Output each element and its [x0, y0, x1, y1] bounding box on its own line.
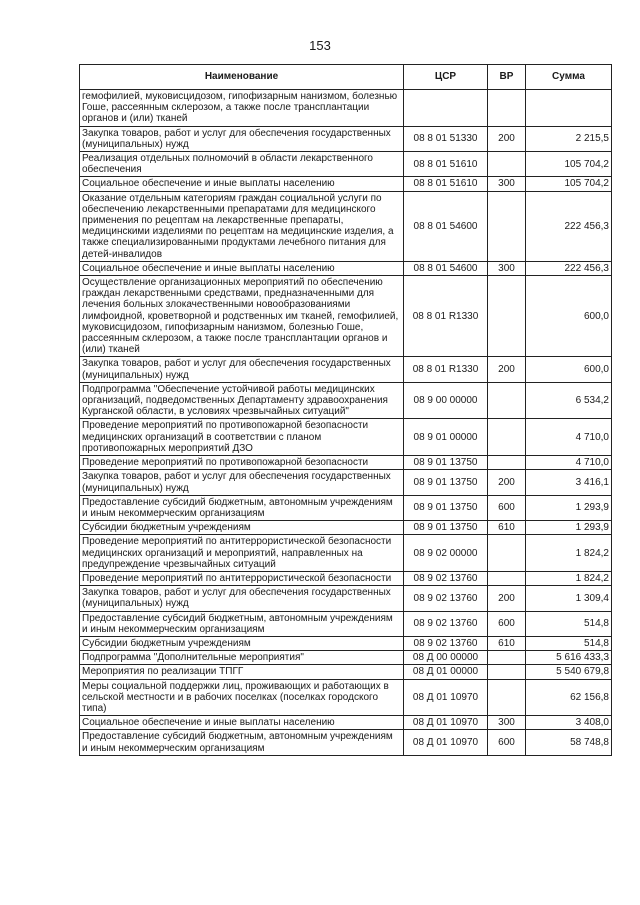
table-row	[80, 716, 612, 730]
cell-csr: 08 Д 01 00000	[404, 665, 488, 679]
table-row	[80, 382, 612, 419]
cell-sum: 2 215,5	[526, 126, 612, 151]
cell-sum: 514,8	[526, 611, 612, 636]
cell-csr: 08 9 01 13750	[404, 521, 488, 535]
cell-csr: 08 9 02 13760	[404, 636, 488, 650]
cell-sum: 1 309,4	[526, 586, 612, 611]
cell-sum: 1 293,9	[526, 495, 612, 520]
cell-csr: 08 9 01 00000	[404, 419, 488, 456]
cell-name: Закупка товаров, работ и услуг для обеспечения государственных (муниципальных) нужд	[80, 470, 404, 495]
cell-sum: 4 710,0	[526, 456, 612, 470]
cell-vr	[488, 276, 526, 357]
table-row	[80, 521, 612, 535]
cell-sum: 3 408,0	[526, 716, 612, 730]
cell-sum: 1 824,2	[526, 571, 612, 585]
cell-vr	[488, 456, 526, 470]
cell-name: Проведение мероприятий по антитеррористической безопасности медицинских организаций и мероприятий, направленных на предупреждение чрезвычайных ситуаций	[80, 535, 404, 572]
cell-name: Реализация отдельных полномочий в области лекарственного обеспечения	[80, 152, 404, 177]
cell-name: Мероприятия по реализации ТПГГ	[80, 665, 404, 679]
cell-csr	[404, 90, 488, 127]
table-row	[80, 191, 612, 261]
cell-name: Подпрограмма "Обеспечение устойчивой работы медицинских организаций, подведомственных Департаменту здравоохранения Курганской области, в условиях чрезвычайных ситуаций"	[80, 382, 404, 419]
cell-sum: 1 824,2	[526, 535, 612, 572]
cell-sum: 222 456,3	[526, 191, 612, 261]
cell-csr: 08 9 02 13760	[404, 611, 488, 636]
table-row	[80, 730, 612, 755]
cell-vr: 610	[488, 521, 526, 535]
cell-vr: 600	[488, 495, 526, 520]
cell-name: Предоставление субсидий бюджетным, автономным учреждениям и иным некоммерческим организациям	[80, 611, 404, 636]
cell-vr: 600	[488, 730, 526, 755]
cell-vr: 200	[488, 586, 526, 611]
cell-name: Подпрограмма "Дополнительные мероприятия"	[80, 651, 404, 665]
table-row	[80, 535, 612, 572]
cell-csr: 08 Д 00 00000	[404, 651, 488, 665]
header-vr: ВР	[488, 65, 526, 90]
cell-vr	[488, 571, 526, 585]
cell-name: Осуществление организационных мероприятий по обеспечению граждан лекарственными средствами, предназначенными для лечения больных злокачественными новообразованиями лимфоидной, кроветворной и родственных им тканей, гемофилией, муковисцидозом, гипофизарным нанизмом, болезнью Гоше, рассеянным склерозом, а также после трансплантации органов и (или) тканей	[80, 276, 404, 357]
table-row	[80, 276, 612, 357]
cell-name: Предоставление субсидий бюджетным, автономным учреждениям и иным некоммерческим организациям	[80, 730, 404, 755]
cell-name: Проведение мероприятий по противопожарной безопасности	[80, 456, 404, 470]
cell-name: Проведение мероприятий по противопожарной безопасности медицинских организаций в соответствии с планом противопожарных мероприятий ДЗО	[80, 419, 404, 456]
table-row	[80, 470, 612, 495]
cell-csr: 08 9 02 13760	[404, 571, 488, 585]
table-row	[80, 456, 612, 470]
cell-name: Закупка товаров, работ и услуг для обеспечения государственных (муниципальных) нужд	[80, 586, 404, 611]
cell-vr: 300	[488, 261, 526, 275]
cell-vr	[488, 191, 526, 261]
table-row	[80, 261, 612, 275]
cell-name: Предоставление субсидий бюджетным, автономным учреждениям и иным некоммерческим организациям	[80, 495, 404, 520]
cell-name: Социальное обеспечение и иные выплаты населению	[80, 716, 404, 730]
table-row	[80, 586, 612, 611]
cell-csr: 08 Д 01 10970	[404, 679, 488, 716]
cell-name: Меры социальной поддержки лиц, проживающих и работающих в сельской местности и в рабочих поселках (поселках городского типа)	[80, 679, 404, 716]
cell-vr: 610	[488, 636, 526, 650]
cell-csr: 08 9 02 13760	[404, 586, 488, 611]
cell-sum: 4 710,0	[526, 419, 612, 456]
cell-sum	[526, 90, 612, 127]
header-sum: Сумма	[526, 65, 612, 90]
cell-name: Социальное обеспечение и иные выплаты населению	[80, 177, 404, 191]
cell-name: Социальное обеспечение и иные выплаты населению	[80, 261, 404, 275]
cell-csr: 08 9 01 13750	[404, 470, 488, 495]
header-csr: ЦСР	[404, 65, 488, 90]
cell-name: Оказание отдельным категориям граждан социальной услуги по обеспечению лекарственными препаратами для медицинского применения по рецептам на лекарственные препараты, медицинскими изделиями по рецептам на медицинские изделия, а также специализированными продуктами лечебного питания для детей-инвалидов	[80, 191, 404, 261]
cell-sum: 222 456,3	[526, 261, 612, 275]
cell-name: гемофилией, муковисцидозом, гипофизарным нанизмом, болезнью Гоше, рассеянным склерозом, а также после трансплантации органов и (или) тканей	[80, 90, 404, 127]
cell-csr: 08 8 01 51330	[404, 126, 488, 151]
cell-vr: 300	[488, 716, 526, 730]
cell-sum: 105 704,2	[526, 177, 612, 191]
cell-vr: 600	[488, 611, 526, 636]
table-row	[80, 651, 612, 665]
cell-csr: 08 8 01 54600	[404, 261, 488, 275]
table-row	[80, 665, 612, 679]
table-body	[80, 90, 612, 756]
cell-sum: 58 748,8	[526, 730, 612, 755]
table-row	[80, 571, 612, 585]
cell-vr	[488, 665, 526, 679]
cell-sum: 600,0	[526, 276, 612, 357]
cell-csr: 08 8 01 54600	[404, 191, 488, 261]
cell-name: Субсидии бюджетным учреждениям	[80, 636, 404, 650]
cell-vr: 200	[488, 470, 526, 495]
cell-csr: 08 9 02 00000	[404, 535, 488, 572]
cell-sum: 1 293,9	[526, 521, 612, 535]
cell-name: Закупка товаров, работ и услуг для обеспечения государственных (муниципальных) нужд	[80, 357, 404, 382]
table-row	[80, 679, 612, 716]
cell-vr: 200	[488, 357, 526, 382]
header-name: Наименование	[80, 65, 404, 90]
cell-csr: 08 9 01 13750	[404, 456, 488, 470]
cell-sum: 5 616 433,3	[526, 651, 612, 665]
cell-sum: 600,0	[526, 357, 612, 382]
table-row	[80, 357, 612, 382]
cell-csr: 08 8 01 R1330	[404, 276, 488, 357]
cell-sum: 6 534,2	[526, 382, 612, 419]
table-row	[80, 152, 612, 177]
table-row	[80, 126, 612, 151]
cell-csr: 08 8 01 R1330	[404, 357, 488, 382]
cell-sum: 105 704,2	[526, 152, 612, 177]
cell-csr: 08 8 01 51610	[404, 152, 488, 177]
cell-vr	[488, 535, 526, 572]
budget-table	[79, 64, 612, 756]
cell-csr: 08 9 00 00000	[404, 382, 488, 419]
table-header-row	[80, 65, 612, 90]
cell-sum: 3 416,1	[526, 470, 612, 495]
cell-vr: 200	[488, 126, 526, 151]
cell-csr: 08 9 01 13750	[404, 495, 488, 520]
table-row	[80, 177, 612, 191]
cell-sum: 514,8	[526, 636, 612, 650]
cell-vr	[488, 679, 526, 716]
cell-vr	[488, 90, 526, 127]
cell-sum: 5 540 679,8	[526, 665, 612, 679]
cell-csr: 08 8 01 51610	[404, 177, 488, 191]
page-number: 153	[309, 38, 331, 53]
table-row	[80, 495, 612, 520]
cell-csr: 08 Д 01 10970	[404, 730, 488, 755]
cell-name: Субсидии бюджетным учреждениям	[80, 521, 404, 535]
cell-vr	[488, 651, 526, 665]
cell-name: Проведение мероприятий по антитеррористической безопасности	[80, 571, 404, 585]
cell-vr: 300	[488, 177, 526, 191]
cell-vr	[488, 382, 526, 419]
cell-name: Закупка товаров, работ и услуг для обеспечения государственных (муниципальных) нужд	[80, 126, 404, 151]
table-row	[80, 90, 612, 127]
cell-vr	[488, 152, 526, 177]
cell-csr: 08 Д 01 10970	[404, 716, 488, 730]
table-row	[80, 419, 612, 456]
table-row	[80, 611, 612, 636]
table-row	[80, 636, 612, 650]
cell-vr	[488, 419, 526, 456]
cell-sum: 62 156,8	[526, 679, 612, 716]
